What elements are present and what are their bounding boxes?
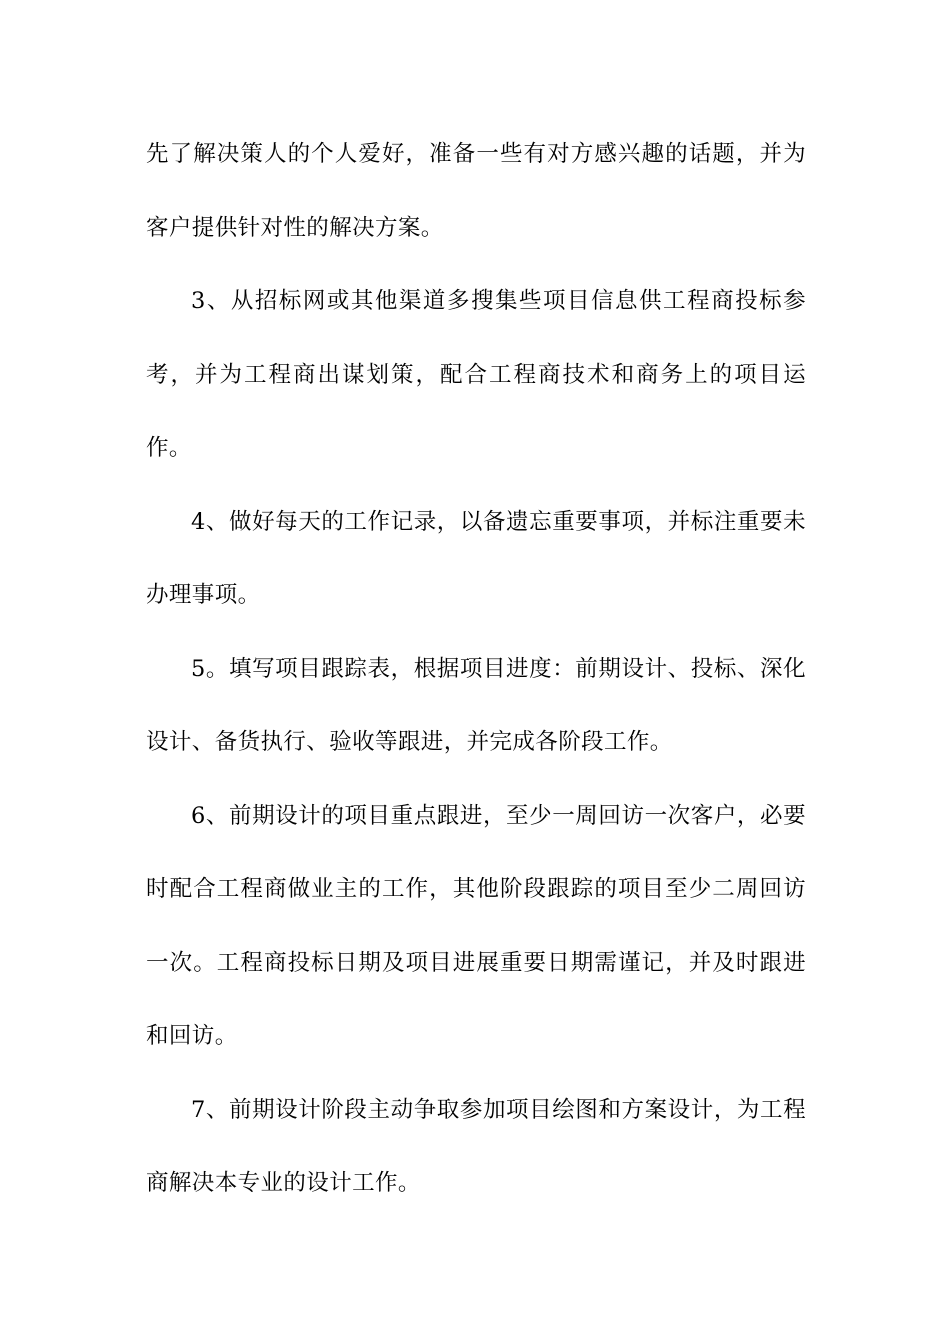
- paragraph-item-6: 6、前期设计的项目重点跟进，至少一周回访一次客户，必要时配合工程商做业主的工作，其他阶段跟踪的项目至少二周回访一次。工程商投标日期及项目进展重要日期需谨记，并及时跟进和回访。: [146, 802, 806, 1049]
- paragraph-item-5: 5。填写项目跟踪表，根据项目进度：前期设计、投标、深化设计、备货执行、验收等跟进，并完成各阶段工作。: [146, 655, 806, 755]
- document-body: [146, 118, 806, 1221]
- paragraph-item-4: 4、做好每天的工作记录，以备遗忘重要事项，并标注重要未办理事项。: [146, 508, 806, 608]
- paragraph-1: 先了解决策人的个人爱好，准备一些有对方感兴趣的话题，并为客户提供针对性的解决方案。: [146, 141, 806, 241]
- paragraph-item-7: 7、前期设计阶段主动争取参加项目绘图和方案设计，为工程商解决本专业的设计工作。: [146, 1096, 806, 1196]
- paragraph-item-3: 3、从招标网或其他渠道多搜集些项目信息供工程商投标参考，并为工程商出谋划策，配合工程商技术和商务上的项目运作。: [146, 288, 806, 461]
